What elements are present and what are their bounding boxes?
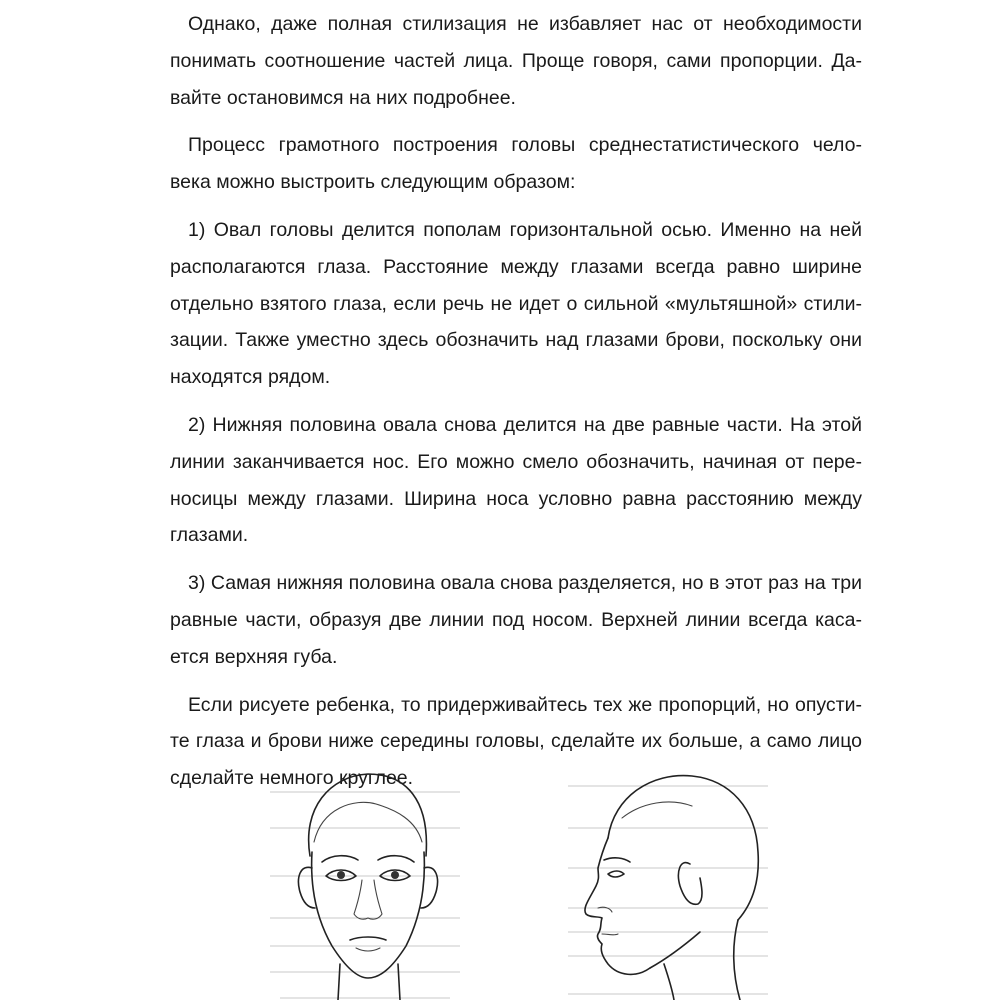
text-line: Если рисуете ребенка, то придерживайтесь тех же пропорций, но опусти- — [188, 693, 862, 716]
text-line: 3) Самая нижняя половина овала снова разделяется, но в этот раз на три — [188, 572, 862, 595]
paragraph-step-2 — [170, 407, 862, 554]
mouth — [350, 937, 386, 940]
nose — [354, 880, 382, 919]
text-line: 1) Овал головы делится пополам горизонтальной осью. Именно на ней — [188, 218, 862, 241]
hair-outline — [309, 774, 427, 856]
ear — [678, 863, 702, 905]
paragraph-step-1 — [170, 212, 862, 396]
text-line: глазами. — [170, 524, 249, 547]
brow — [604, 858, 630, 862]
lower-lip — [356, 948, 380, 951]
paragraph-step-3 — [170, 565, 862, 675]
head-front-view-figure — [270, 768, 460, 1000]
text-line: отдельно взятого глаза, если речь не идет о сильной «мультяшной» стили- — [170, 292, 862, 315]
mouth — [602, 934, 618, 935]
text-line: носицы между глазами. Ширина носа условно равна расстоянию между — [170, 487, 862, 510]
head-front-view-drawing-icon — [270, 768, 460, 1000]
text-line: линии заканчивается нос. Его можно смело обозначить, начиная от пере- — [170, 450, 862, 473]
text-line: сделайте немного круглее. — [170, 767, 414, 790]
pupil-right — [391, 871, 399, 879]
text-line: находятся рядом. — [170, 366, 331, 389]
text-line: те глаза и брови ниже середины головы, сделайте их больше, а само лицо — [170, 730, 862, 753]
text-line: 2) Нижняя половина овала снова делится на две равные части. На этой — [188, 413, 862, 436]
hairline — [314, 802, 422, 842]
text-line: понимать соотношение частей лица. Проще говоря, сами пропорции. Да- — [170, 49, 862, 72]
neck-left — [338, 964, 340, 1000]
head-side-view-figure — [568, 768, 778, 1000]
face-outline — [312, 852, 425, 978]
brow-right — [378, 856, 414, 862]
text-line: ется верхняя губа. — [170, 645, 338, 668]
text-line: зации. Также уместно здесь обозначить над глазами брови, поскольку они — [170, 329, 862, 352]
text-line: Процесс грамотного построения головы среднестатистического чело- — [188, 134, 862, 157]
paragraph-process — [170, 127, 862, 201]
brow-left — [322, 856, 358, 862]
pupil-left — [337, 871, 345, 879]
neck-right — [398, 964, 400, 1000]
head-profile-view-drawing-icon — [568, 768, 778, 1000]
skull-outline — [608, 776, 758, 920]
document-body — [170, 6, 862, 808]
text-line: века можно выстроить следующим образом: — [170, 171, 576, 194]
paragraph-intro — [170, 6, 862, 116]
text-line: Однако, даже полная стилизация не избавляет нас от необходимости — [188, 13, 862, 35]
eye — [608, 871, 624, 877]
text-line: располагаются глаза. Расстояние между глазами всегда равно ширине — [170, 255, 862, 278]
hairline — [622, 802, 692, 818]
jaw-line — [650, 932, 700, 968]
text-line: равные части, образуя две линии под носом. Верхней линии всегда каса- — [170, 608, 862, 631]
text-line: вайте остановимся на них подробнее. — [170, 86, 516, 109]
neck-front — [664, 964, 674, 1000]
